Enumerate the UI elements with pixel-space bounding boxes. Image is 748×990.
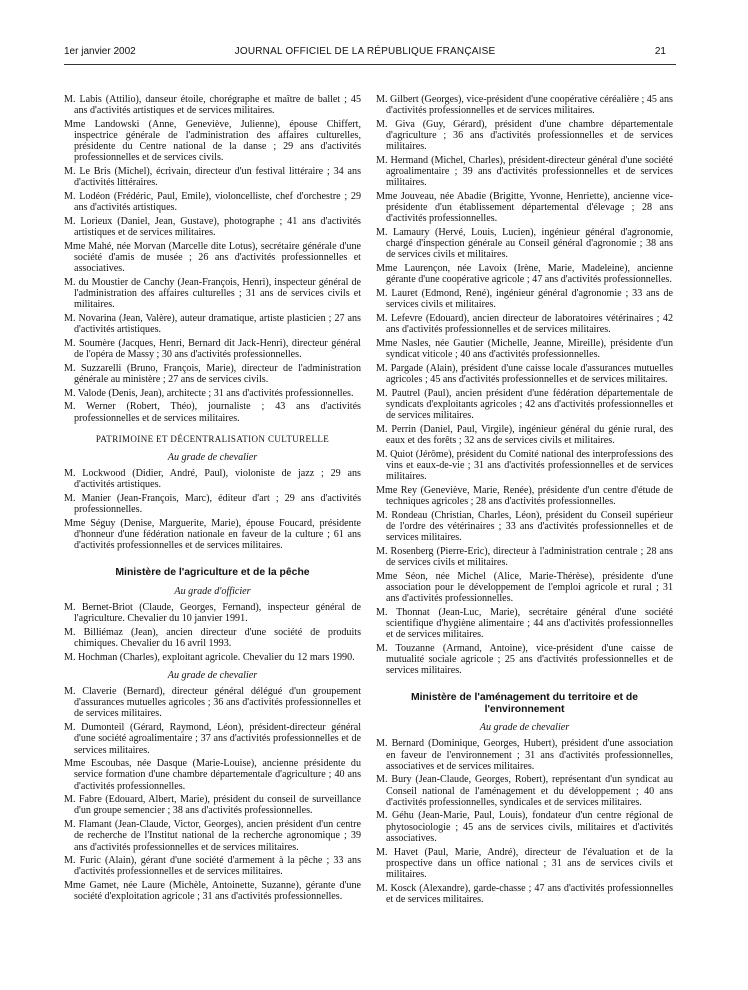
nomination-entry: M. Hermand (Michel, Charles), président-directeur général d'une société agroalimentaire ; 39 ans d'activités professionnelles et de services militaires. (376, 154, 673, 189)
nomination-entry: M. Soumère (Jacques, Henri, Bernard dit Jack-Henri), directeur général de l'opéra de Massy ; 30 ans d'activités professionnelles. (64, 337, 361, 361)
nomination-entry: M. Labis (Attilio), danseur étoile, chorégraphe et maître de ballet ; 45 ans d'activités artistiques et de services militaires. (64, 94, 361, 117)
nomination-entry: M. Quiot (Jérôme), président du Comité national des interprofessions des vins et eaux-de-vie ; 31 ans d'activités professionnelles et de services militaires. (376, 448, 673, 482)
nomination-entry: M. du Moustier de Canchy (Jean-François, Henri), inspecteur général de l'administration des affaires culturelles ; 31 ans de services civils et militaires. (64, 276, 361, 311)
nomination-entry: M. Werner (Robert, Théo), journaliste ; 43 ans d'activités professionnelles et de services militaires. (64, 401, 361, 424)
nomination-entry: M. Fabre (Edouard, Albert, Marie), président du conseil de surveillance d'un groupe semencier ; 38 ans d'activités professionnelles. (64, 794, 361, 817)
nomination-entry: M. Billiémaz (Jean), ancien directeur d'une société de produits chimiques. Chevalier du 16 avril 1993. (64, 626, 361, 650)
nomination-entry: M. Lorieux (Daniel, Jean, Gustave), photographe ; 41 ans d'activités artistiques et de services militaires. (64, 215, 361, 239)
nomination-entry: M. Lockwood (Didier, André, Paul), violoniste de jazz ; 29 ans d'activités artistiques. (64, 468, 361, 491)
nomination-entry: M. Géhu (Jean-Marie, Paul, Louis), fondateur d'un centre régional de phytosociologie ; 45 ans de services civils, militaires et d'activités associatives. (376, 810, 673, 844)
nomination-entry: M. Lauret (Edmond, René), ingénieur général d'agronomie ; 33 ans de services civils et militaires. (376, 288, 673, 311)
nomination-entry: Mme Séon, née Michel (Alice, Marie-Thérèse), présidente d'une association pour le développement de l'emploi agricole et rural ; 31 ans d'activités professionnelles. (376, 570, 673, 604)
nomination-entry: M. Novarina (Jean, Valère), auteur dramatique, artiste plasticien ; 27 ans d'activités artistiques. (64, 312, 361, 336)
nomination-entry: M. Bury (Jean-Claude, Georges, Robert), représentant d'un syndicat au Conseil national de l'aménagement et du développement ; 40 ans d'activités professionnelles, syndicales et de services militaires. (376, 774, 673, 808)
nomination-entry: Mme Laurençon, née Lavoix (Irène, Marie, Madeleine), ancienne gérante d'une coopérative agricole ; 47 ans d'activités professionnelles. (376, 263, 673, 286)
nomination-entry: M. Flamant (Jean-Claude, Victor, Georges), ancien président d'un centre de recherche de l'Institut national de la recherche agronomique ; 39 ans d'activités professionnelles et de services militaires. (64, 819, 361, 853)
page-number: 21 (654, 46, 666, 57)
nomination-entry: M. Lamaury (Hervé, Louis, Lucien), ingénieur général d'agronomie, chargé d'inspection générale au Conseil général d'agronomie ; 38 ans de services civils et militaires. (376, 227, 673, 261)
nomination-entry: M. Pautrel (Paul), ancien président d'une fédération départementale de syndicats d'exploitants agricoles ; 42 ans d'activités professionnelles et de services militaires. (376, 387, 673, 421)
nomination-entry: Mme Rey (Geneviève, Marie, Renée), présidente d'un centre d'étude de techniques agricoles ; 28 ans d'activités professionnelles. (376, 484, 673, 507)
nomination-entry: M. Lefevre (Edouard), ancien directeur de laboratoires vétérinaires ; 42 ans d'activités professionnelles et de services militaires. (376, 312, 673, 336)
nomination-entry: M. Bernard (Dominique, Georges, Hubert), président d'une association en faveur de l'environnement ; 31 ans d'activités professionnelles, associatives et de services militaires. (376, 738, 673, 772)
nomination-entry: M. Kosck (Alexandre), garde-chasse ; 47 ans d'activités professionnelles et de services militaires. (376, 882, 673, 905)
nomination-entry: M. Perrin (Daniel, Paul, Virgile), ingénieur général du génie rural, des eaux et des forêts ; 32 ans de services civils et militaires. (376, 423, 673, 446)
nomination-entry: M. Pargade (Alain), président d'une caisse locale d'assurances mutuelles agricoles ; 45 ans d'activités professionnelles et de services militaires. (376, 362, 673, 385)
nomination-entry: M. Claverie (Bernard), directeur général délégué d'un groupement d'assurances mutuelles agricoles ; 36 ans d'activités professionnelles et de services militaires. (64, 686, 361, 720)
nomination-entry: M. Manier (Jean-François, Marc), éditeur d'art ; 29 ans d'activités professionnelles. (64, 492, 361, 516)
nomination-entry: M. Valode (Denis, Jean), architecte ; 31 ans d'activités professionnelles. (64, 387, 354, 399)
nomination-entry: M. Dumonteil (Gérard, Raymond, Léon), président-directeur général d'une société agroalimentaire ; 37 ans d'activités professionnelles et de services militaires. (64, 722, 361, 756)
nomination-entry: Mme Jouveau, née Abadie (Brigitte, Yvonne, Henriette), ancienne vice-présidente d'un établissement départemental d'élevage ; 28 ans d'activités professionnelles. (376, 191, 673, 225)
nomination-entry: M. Thonnat (Jean-Luc, Marie), secrétaire général d'une société scientifique d'hygiène alimentaire ; 44 ans d'activités professionnelles et de services militaires. (376, 606, 673, 640)
nomination-entry: M. Le Bris (Michel), écrivain, directeur d'un festival littéraire ; 34 ans d'activités littéraires. (64, 166, 361, 189)
nomination-entry: M. Havet (Paul, Marie, André), directeur de l'évaluation et de la prospective dans un office national ; 31 ans de services civils et militaires. (376, 846, 673, 880)
nomination-entry: M. Lodéon (Frédéric, Paul, Emile), violoncelliste, chef d'orchestre ; 29 ans d'activités artistiques. (64, 191, 361, 214)
right-column (376, 94, 673, 908)
ministry-heading: Ministère de l'aménagement du territoire et de l'environnement (410, 692, 639, 715)
grade-heading: Au grade d'officier (174, 585, 251, 597)
issue-date: 1er janvier 2002 (64, 46, 136, 57)
grade-heading: Au grade de chevalier (167, 669, 258, 681)
nomination-entry: M. Gilbert (Georges), vice-président d'une coopérative céréalière ; 45 ans d'activités professionnelles et de services militaires. (376, 94, 673, 117)
grade-heading: Au grade de chevalier (167, 451, 258, 463)
page-header (64, 46, 666, 60)
nomination-entry: M. Rondeau (Christian, Charles, Léon), président du Conseil supérieur de l'ordre des vétérinaires ; 33 ans d'activités professionnelles et de services militaires. (376, 509, 673, 543)
section-heading: PATRIMOINE ET DÉCENTRALISATION CULTURELLE (95, 433, 330, 444)
nomination-entry: Mme Mahé, née Morvan (Marcelle dite Lotus), secrétaire générale d'une société d'amis de musée ; 26 ans d'activités professionnelles et associatives. (64, 240, 361, 275)
left-column (64, 94, 361, 905)
nomination-entry: Mme Landowski (Anne, Geneviève, Julienne), épouse Chiffert, inspectrice générale de l'administration des affaires culturelles, présidente du Centre national de la danse ; 29 ans d'activités professionnelles et de services civils. (64, 118, 361, 164)
nomination-entry: M. Touzanne (Armand, Antoine), vice-président d'une caisse de mutualité sociale agricole ; 25 ans d'activités professionnelles et de services militaires. (376, 642, 673, 677)
ministry-heading: Ministère de l'agriculture et de la pêche (115, 567, 310, 579)
nomination-entry: Mme Escoubas, née Dasque (Marie-Louise), ancienne présidente du service formation d'une chambre départementale d'agriculture ; 40 ans d'activités professionnelles. (64, 758, 361, 792)
nomination-entry: Mme Nasles, née Gautier (Michelle, Jeanne, Mireille), présidente d'un syndicat viticole ; 40 ans d'activités professionnelles. (376, 337, 673, 361)
nomination-entry: M. Furic (Alain), gérant d'une société d'armement à la pêche ; 33 ans d'activités professionnelles et de services militaires. (64, 855, 361, 878)
nomination-entry: M. Suzzarelli (Bruno, François, Marie), directeur de l'administration générale au ministère ; 27 ans de services civils. (64, 362, 361, 385)
grade-heading: Au grade de chevalier (479, 722, 570, 734)
nomination-entry: M. Rosenberg (Pierre-Eric), directeur à l'administration centrale ; 28 ans de services civils et militaires. (376, 545, 673, 568)
header-rule (64, 64, 676, 65)
nomination-entry: M. Giva (Guy, Gérard), président d'une chambre départementale d'agriculture ; 36 ans d'activités professionnelles et de services militaires. (376, 118, 673, 153)
nomination-entry: Mme Gamet, née Laure (Michèle, Antoinette, Suzanne), gérante d'une société d'exploitation agricole ; 31 ans d'activités professionnelles. (64, 880, 361, 903)
nomination-entry: Mme Séguy (Denise, Marguerite, Marie), épouse Foucard, présidente d'honneur d'une fédération nationale en faveur de la culture ; 61 ans d'activités professionnelles et de services militaires. (64, 517, 361, 552)
nomination-entry: M. Bernet-Briot (Claude, Georges, Fernand), inspecteur général de l'agriculture. Chevalier du 10 janvier 1991. (64, 602, 361, 625)
nomination-entry: M. Hochman (Charles), exploitant agricole. Chevalier du 12 mars 1990. (64, 651, 355, 663)
journal-title: JOURNAL OFFICIEL DE LA RÉPUBLIQUE FRANÇAISE (234, 46, 496, 57)
